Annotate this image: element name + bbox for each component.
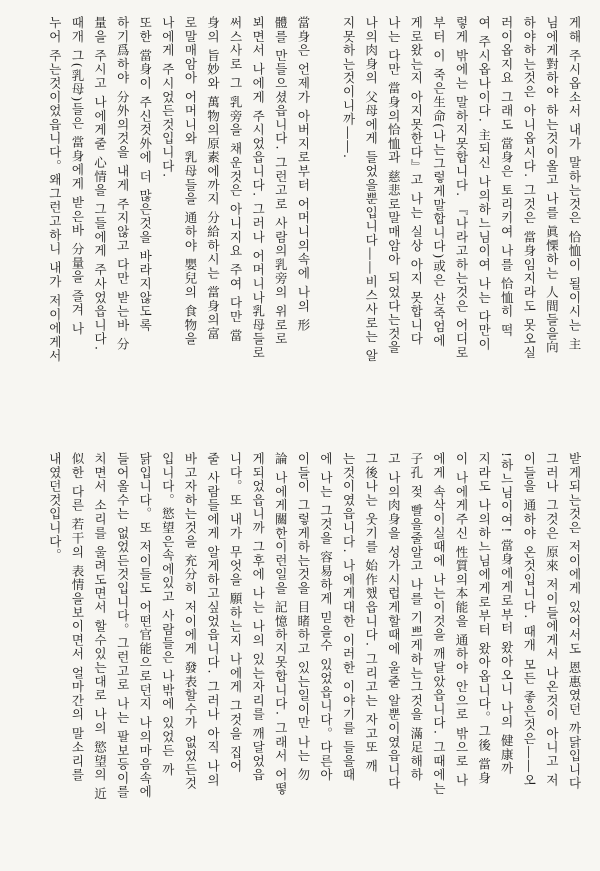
text-column: 또한 當身이 주신것外에 더 많은것을 바라지않도록 (137, 16, 153, 333)
upper-text-block (25, 16, 585, 426)
text-column: 들어올수는 없었든것입니다。그런고로 나는 팔보등이를 (115, 452, 131, 800)
text-column: 써스사로 그 乳旁을 채운것은 아니지요 주여 다만 當 (228, 16, 244, 343)
text-column: 이들이 그렇게하는것을 目睹하고 있는일이만 나는 勿 (295, 452, 311, 782)
text-column: 그러나 그것은 原來 저이들에게서 나온것이 아니고 저 (544, 452, 560, 788)
text-column: 바고자하는것을 充分히 저이에게 發表할수가 없었든것 (182, 452, 198, 791)
text-column: 에 나는 그것을 容易하게 믿을수 있었읍니다。다른아 (318, 452, 334, 782)
text-column: 치면서 소리를 울려도면서 할수있는대로 나의 慾望의 近 (92, 452, 108, 802)
text-column: 게되었읍니까 그후에 나는 나의 있는자리를 깨달었읍 (250, 452, 266, 782)
lower-text-block (25, 452, 585, 857)
text-column: 量을 주시고 나에게줄 心情을 그들에게 주사었읍니다. (92, 16, 108, 352)
text-column: 그後나는 웃기를 始作했읍니다. 그리고는 자고또 깨 (363, 452, 379, 774)
text-column: 줄 사람들에게 알게하고싶었읍니다. 그러나 아직 나의 (205, 452, 221, 788)
text-column: 當身은 언제가 아버지로부터 어머니의속에 나의 形 (295, 16, 311, 333)
text-column: 닭입니다。또 저이들도 어떤官能으로던지 나의마음속에 (137, 452, 153, 800)
text-column: 似한 다른 若干의 表情을보이면서 얼마간의 말소리를 (69, 452, 85, 782)
text-column: 뵈면서 나에게 주시었읍니다. 그러나 어머니나乳母들로 (250, 16, 266, 360)
text-column: 니다。또 내가 무엇을 願하는지 나에게 그것을 집어 (228, 452, 244, 774)
text-column: 나의肉身의 父母에게 들었을뿐입니다――비스사로는 알 (363, 16, 379, 364)
text-column: 는것이였읍니다. 나에게대한 이러한 이야기를 들을때 (341, 452, 357, 782)
text-column: 러이옵지요 그래도 當身은 토리키여 나를 恰恤히 떡 (499, 16, 515, 338)
text-column: 體를 만들으셨읍니다. 그런고로 사람의乳旁의 위로로 (273, 16, 289, 346)
text-column: 이들을 通하야 온것입니다. 때개 모든 좋은것은――오 (521, 452, 537, 788)
text-column: 子孔 젖 빨을줄알고 나를 기쁘게하는그것을 滿足해하 (408, 452, 424, 782)
text-column: 에게 속삭이실때에 나는이것을 깨달았읍니다. 그때에는 (431, 452, 447, 796)
text-column: 내였던것입니다。 (47, 452, 63, 563)
text-column: 나는 다만 當身의恰恤과 慈悲로말매암아 되었다는것을 (386, 16, 402, 355)
text-column: 입니다。慾望은속에있고 사람들은 나밖에 있었든 까 (160, 452, 176, 777)
text-column: 로말매암아 어머니와 乳母들을 通하야 嬰兒의 食物을 (182, 16, 198, 346)
text-column: 누어 주는것이었읍니다。왜그런고하니 내가 저이에게서 (47, 16, 63, 364)
text-column: 부터 이 죽은生命(나는그렇게말합니다)或은 산죽엄에 (431, 16, 447, 348)
text-column: 지못하는것이니까――. (341, 16, 357, 160)
text-column: 받게되는것은 저이에게 있어서도 恩惠였던 까닭입니다 (567, 452, 582, 791)
text-column: 여 주시옵나이다. 主되신 나의하느님이여 나는 다만이 (476, 16, 492, 352)
text-column: 게해 주시옵소서 내가 말하는것은 恰恤이 될이시는 主 (567, 16, 582, 352)
text-column: 렇게 밖에는 말하지못합니다. 『나라고하는것은 어디로 (454, 16, 470, 360)
text-column: !하느님이여! 當身에게로부터 왔아오니 나의 健康까 (499, 452, 515, 776)
text-column: 때개 그(乳母)들은 當身에게 받은바 分量을 즐겨 나 (69, 16, 85, 336)
text-column (314, 16, 337, 426)
text-column: 나에게 주시었든것입니다. (160, 16, 176, 179)
text-column: 論 나에게關한이런일을 記憶하지못합니다. 그래서 어떻 (273, 452, 289, 796)
text-column: 하기爲하야 分外의것을 내게 주지않고 다만 받는바 分 (115, 16, 131, 352)
text-column: 이 나에게주신 性質의本能을 通하야 안으로 밖으로 나 (454, 452, 470, 788)
text-column: 게로왔는지 아지못한다』고 나는 실상 아지 못합니다 (408, 16, 424, 346)
text-column: 지라도 나의하느님에게로부터 왔아옵니다。그後 當身 (476, 452, 492, 786)
text-column: 身의 旨妙와 萬物의原素에까지 分給하시는 當身의富 (205, 16, 221, 341)
text-column: 하야하는것은 아니옵시다. 그것은 當身임지라도 못오실 (521, 16, 537, 360)
text-column: 님에게對하야 하는것이올고 나를 眞慄하는 人間들을向 (544, 16, 560, 355)
text-column: 고 나의肉身을 성가시럽게할때에 울줄 알뿐이였읍니다 (386, 452, 402, 791)
